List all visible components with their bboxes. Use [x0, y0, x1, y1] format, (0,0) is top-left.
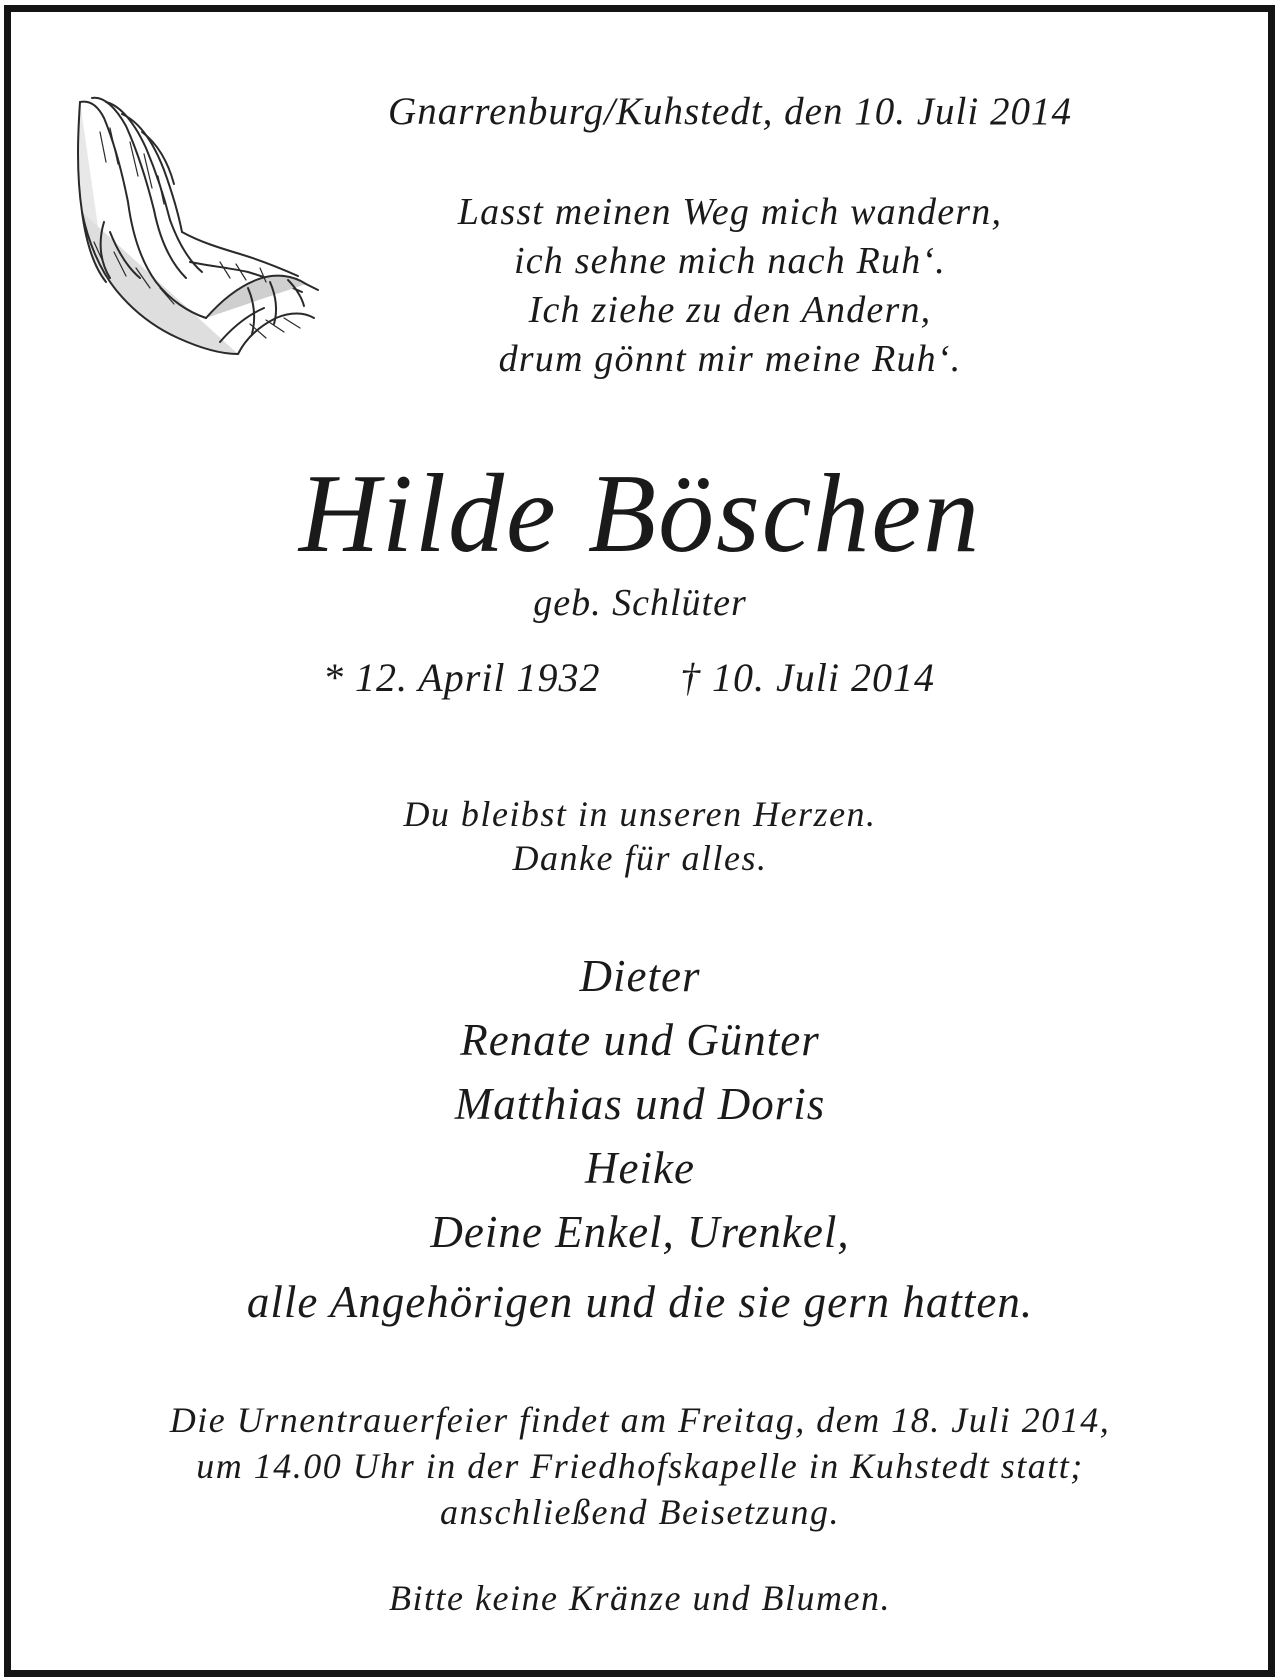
mourner-line: Deine Enkel, Urenkel, — [430, 1207, 850, 1257]
farewell-line: Danke für alles. — [512, 838, 768, 878]
ceremony-line: um 14.00 Uhr in der Friedhofskapelle in Kuhstedt statt; — [196, 1446, 1084, 1486]
mourner-line: Dieter — [579, 951, 701, 1001]
poem-line: Ich ziehe zu den Andern, — [528, 289, 932, 331]
mourner-line: Heike — [585, 1143, 695, 1193]
poem-line: drum gönnt mir meine Ruh‘. — [498, 338, 962, 380]
birth-date: * 12. April 1932 — [323, 655, 601, 700]
farewell-text — [0, 792, 1280, 880]
ceremony-info — [0, 1397, 1280, 1535]
poem-line: ich sehne mich nach Ruh‘. — [513, 240, 947, 282]
deceased-name: Hilde Böschen — [298, 452, 982, 576]
mourner-line: alle Angehörigen und die sie gern hatten. — [246, 1277, 1034, 1327]
mourners-list — [0, 944, 1280, 1334]
farewell-line: Du bleibst in unseren Herzen. — [403, 794, 877, 834]
praying-hands-icon — [70, 92, 320, 392]
poem — [360, 188, 1100, 384]
ceremony-line: Die Urnentrauerfeier findet am Freitag, dem 18. Juli 2014, — [169, 1400, 1111, 1440]
death-date: † 10. Juli 2014 — [680, 655, 935, 700]
ceremony-line: anschließend Beisetzung. — [440, 1492, 840, 1532]
mourner-line: Renate und Günter — [460, 1015, 820, 1065]
poem-line: Lasst meinen Weg mich wandern, — [457, 191, 1003, 233]
mourner-line: Matthias und Doris — [454, 1079, 826, 1129]
flower-request: Bitte keine Kränze und Blumen. — [389, 1578, 891, 1618]
place-date: Gnarrenburg/Kuhstedt, den 10. Juli 2014 — [388, 90, 1072, 133]
maiden-name: geb. Schlüter — [533, 582, 747, 624]
